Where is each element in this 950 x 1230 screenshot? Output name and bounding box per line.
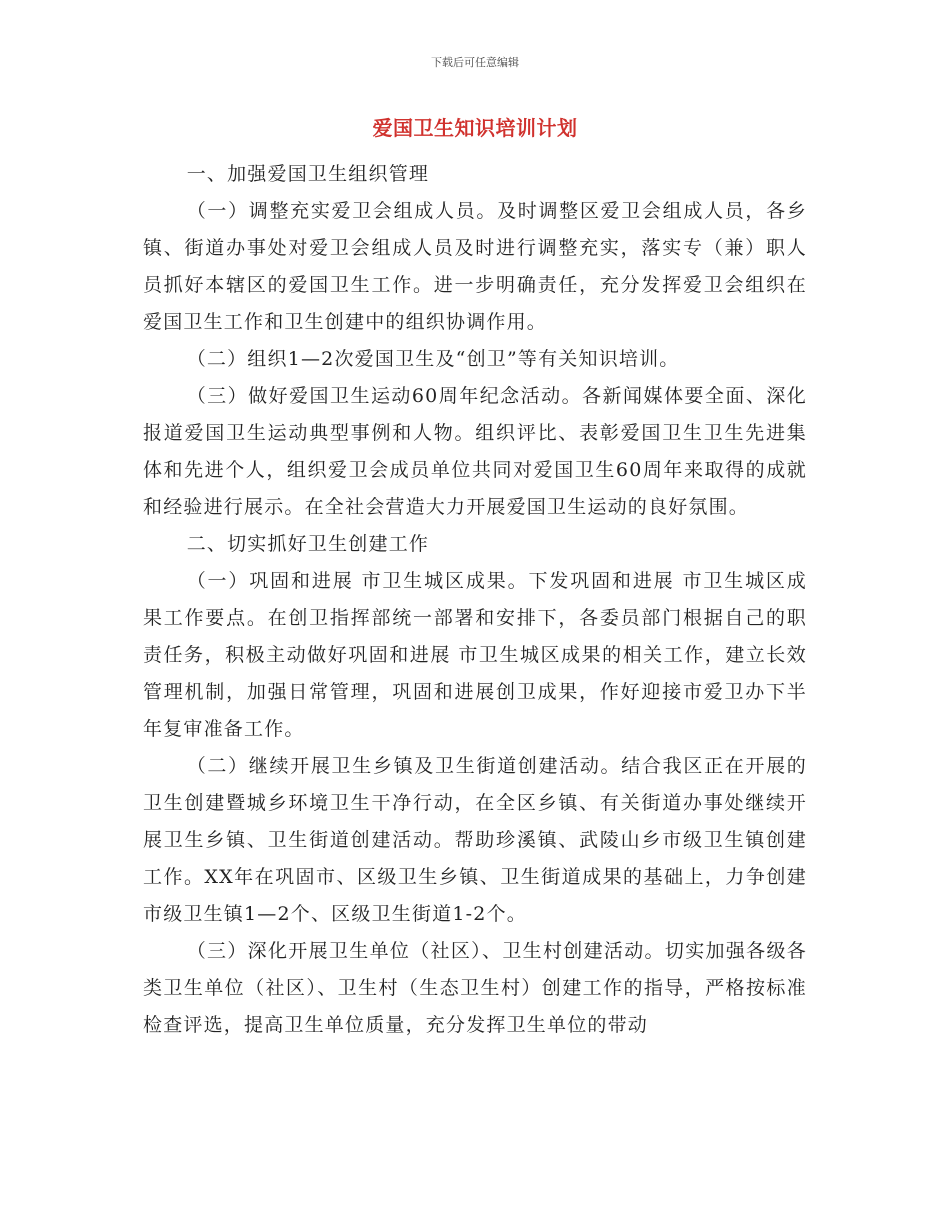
paragraph-1-2: （二）组织1—2次爱国卫生及“创卫”等有关知识培训。: [186, 348, 680, 370]
section-heading-1: 一、加强爱国卫生组织管理: [186, 163, 430, 185]
document-title: 爱国卫生知识培训计划: [372, 116, 578, 140]
paragraph-2-3: （三）深化开展卫生单位（社区）、卫生村创建活动。切实加强各级各类卫生单位（社区）、卫生村（生态卫生村）创建工作的指导，严格按标准检查评选，提高卫生单位质量，充分发挥卫生单位的带动: [143, 940, 807, 1036]
section-heading-2: 二、切实抓好卫生创建工作: [186, 533, 430, 555]
document-body: [143, 156, 807, 1044]
paragraph-2-1: （一）巩固和进展 市卫生城区成果。下发巩固和进展 市卫生城区成果工作要点。在创卫指挥部统一部署和安排下，各委员部门根据自己的职责任务，积极主动做好巩固和进展 市卫生城区成果的相关工作，建立长效管理机制，加强日常管理，巩固和进展创卫成果，作好迎接市爱卫办下半年复审准备工作。: [143, 570, 807, 740]
page-header-note: 下载后可任意编辑: [431, 56, 519, 69]
paragraph-1-3: （三）做好爱国卫生运动60周年纪念活动。各新闻媒体要全面、深化报道爱国卫生运动典型事例和人物。组织评比、表彰爱国卫生卫生先进集体和先进个人，组织爱卫会成员单位共同对爱国卫生60周年来取得的成就和经验进行展示。在全社会营造大力开展爱国卫生运动的良好氛围。: [143, 385, 807, 518]
paragraph-1-1: （一）调整充实爱卫会组成人员。及时调整区爱卫会组成人员，各乡镇、街道办事处对爱卫会组成人员及时进行调整充实，落实专（兼）职人员抓好本辖区的爱国卫生工作。进一步明确责任，充分发挥爱卫会组织在爱国卫生工作和卫生创建中的组织协调作用。: [143, 200, 807, 333]
paragraph-2-2: （二）继续开展卫生乡镇及卫生街道创建活动。结合我区正在开展的卫生创建暨城乡环境卫生干净行动，在全区乡镇、有关街道办事处继续开展卫生乡镇、卫生街道创建活动。帮助珍溪镇、武陵山乡市级卫生镇创建工作。XX年在巩固市、区级卫生乡镇、卫生街道成果的基础上，力争创建市级卫生镇1—2个、区级卫生街道1-2个。: [143, 755, 807, 925]
